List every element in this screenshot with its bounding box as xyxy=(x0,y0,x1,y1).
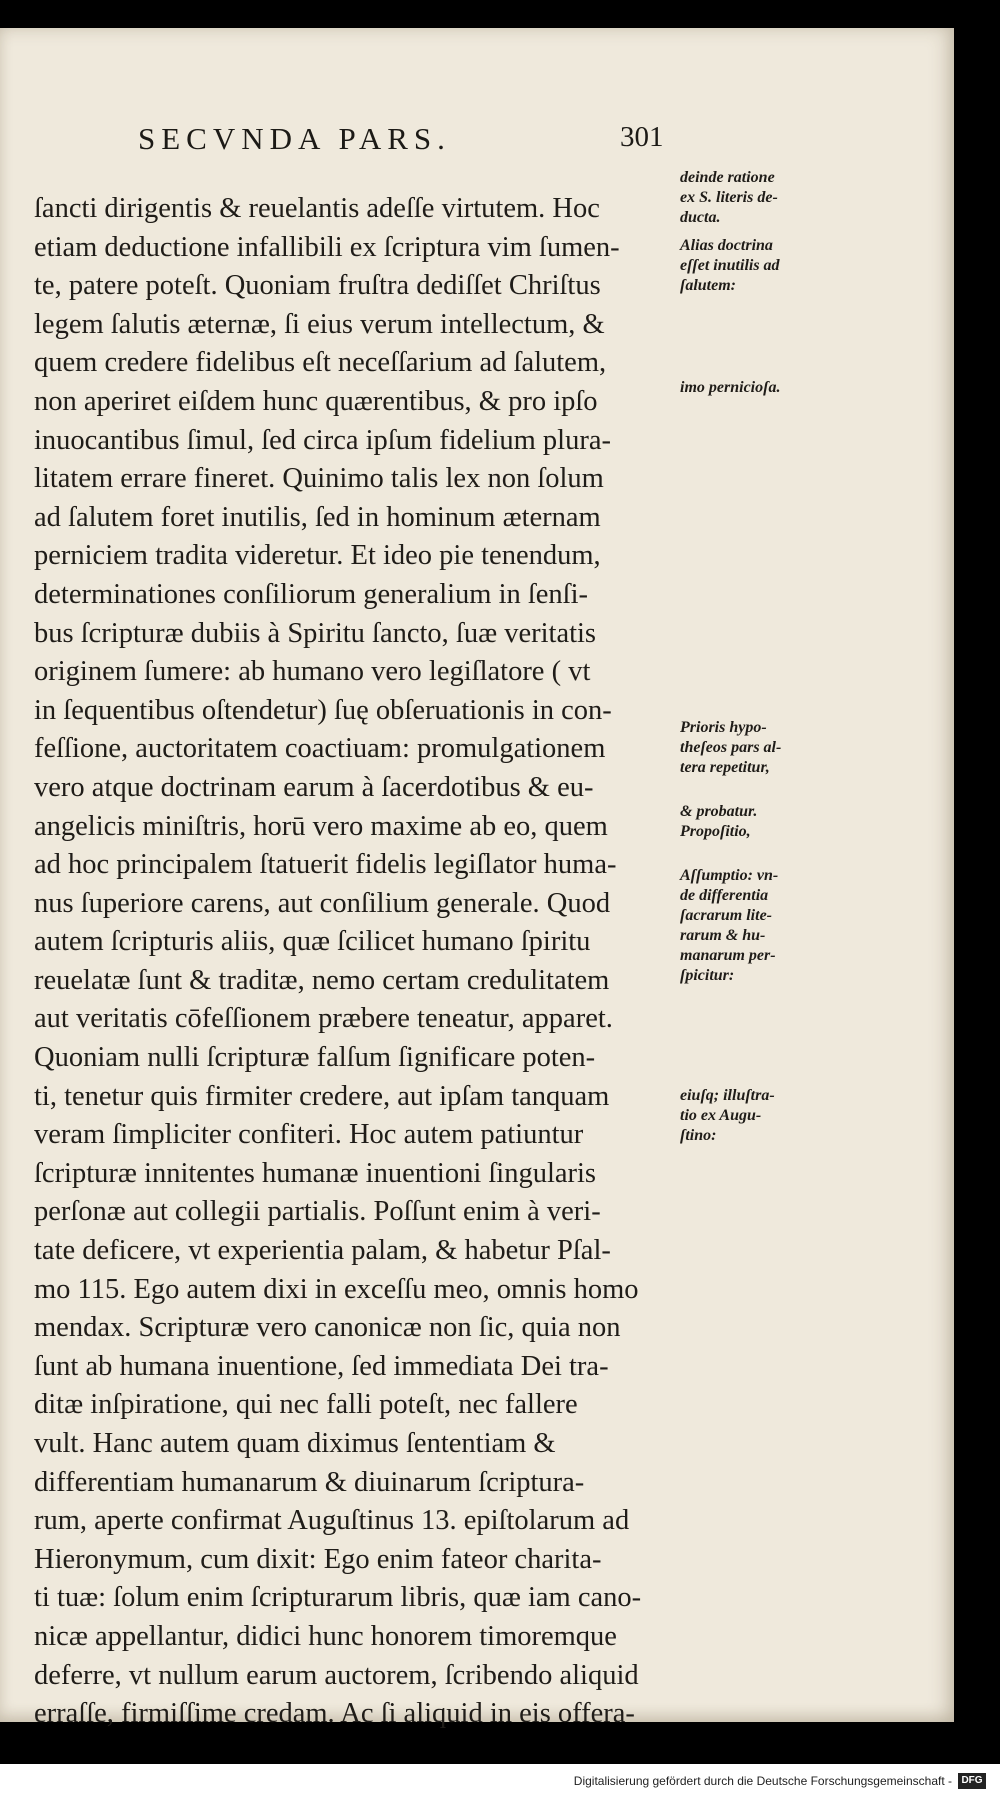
text-line: rum, aperte confirmat Auguſtinus 13. epiſtolarum ad xyxy=(34,1505,630,1537)
marginal-note-line: ſalutem: xyxy=(680,277,736,294)
marginal-note-line: ex S. literis de- xyxy=(680,189,778,206)
marginal-note-line: ſpicitur: xyxy=(680,967,735,984)
text-line: inuocantibus ſimul, ſed circa ipſum fidelium plura- xyxy=(34,424,611,456)
marginal-note-line: Alias doctrina xyxy=(680,237,773,254)
text-line: nicæ appellantur, didici hunc honorem timoremque xyxy=(34,1620,617,1652)
marginal-note-line: rarum & hu- xyxy=(680,927,766,944)
text-line: in ſequentibus oſtendetur) ſuę obſeruationis in con- xyxy=(34,694,612,726)
marginal-note xyxy=(680,866,840,986)
marginal-note-line: tera repetitur, xyxy=(680,759,770,776)
digitization-footer xyxy=(0,1764,1000,1800)
text-line: Quoniam nulli ſcripturæ falſum ſignificare poten- xyxy=(34,1042,596,1074)
text-line: angelicis miniſtris, horū vero maxime ab eo, quem xyxy=(34,810,608,842)
marginal-note xyxy=(680,236,840,296)
text-line: veram ſimpliciter confiteri. Hoc autem patiuntur xyxy=(34,1119,584,1151)
text-line: legem ſalutis æternæ, ſi eius verum intellectum, & xyxy=(34,308,605,340)
marginal-note-line: ſtino: xyxy=(680,1127,717,1144)
marginal-note-line: & probatur. xyxy=(680,803,758,820)
marginal-note xyxy=(680,168,840,228)
text-line: aut veritatis cōfeſſionem præbere teneatur, apparet. xyxy=(34,1003,613,1035)
text-line: perniciem tradita videretur. Et ideo pie tenendum, xyxy=(34,540,601,572)
marginal-note-line: Prioris hypo- xyxy=(680,719,767,736)
page-number: 301 xyxy=(620,121,664,153)
marginal-note-line: de differentia xyxy=(680,887,769,904)
running-head xyxy=(0,121,954,161)
text-line: bus ſcripturæ dubiis à Spiritu ſancto, ſuæ veritatis xyxy=(34,617,597,649)
main-text-block xyxy=(34,190,686,1734)
text-line: Hieronymum, cum dixit: Ego enim fateor charita- xyxy=(34,1543,602,1575)
marginal-note-line: imo pernicioſa. xyxy=(680,379,781,396)
text-line: ti, tenetur quis firmiter credere, aut ipſam tanquam xyxy=(34,1080,610,1112)
text-line: originem ſumere: ab humano vero legiſlatore ( vt xyxy=(34,656,591,688)
text-line: deferre, vt nullum earum auctorem, ſcribendo aliquid xyxy=(34,1659,639,1691)
text-line: ti tuæ: ſolum enim ſcripturarum libris, quæ iam cano- xyxy=(34,1582,642,1614)
text-line: vero atque doctrinam earum à ſacerdotibus & eu- xyxy=(34,771,594,803)
marginal-note-line: eiuſq; illuſtra- xyxy=(680,1087,775,1104)
running-head-title: SECVNDA PARS. xyxy=(138,121,451,156)
marginal-note-line: deinde ratione xyxy=(680,169,775,186)
text-line: ſancti dirigentis & reuelantis adeſſe virtutem. Hoc xyxy=(34,193,600,224)
marginal-note-line: Propoſitio, xyxy=(680,823,751,840)
marginal-note-line: manarum per- xyxy=(680,947,776,964)
marginal-note-line: ſacrarum lite- xyxy=(680,907,772,924)
text-line: tate deficere, vt experientia palam, & habetur Pſal- xyxy=(34,1235,611,1267)
text-line: perſonæ aut collegii partialis. Poſſunt enim à veri- xyxy=(34,1196,601,1228)
funding-credit: Digitalisierung gefördert durch die Deutsche Forschungsgemeinschaft - xyxy=(573,1774,952,1788)
text-line: ad ſalutem foret inutilis, ſed in hominum æternam xyxy=(34,501,601,533)
marginal-note-line: tio ex Augu- xyxy=(680,1107,762,1124)
text-line: non aperiret eiſdem hunc quærentibus, & pro ipſo xyxy=(34,385,598,417)
text-line: vult. Hanc autem quam diximus ſententiam & xyxy=(34,1428,556,1459)
text-line: quem credere fidelibus eſt neceſſarium ad ſalutem, xyxy=(34,347,607,379)
text-line: ſcripturæ innitentes humanæ inuentioni ſingularis xyxy=(34,1157,597,1189)
text-line: reuelatæ ſunt & traditæ, nemo certam credulitatem xyxy=(34,964,610,996)
text-line: etiam deductione infallibili ex ſcriptura vim ſumen- xyxy=(34,231,620,263)
text-line: ſunt ab humana inuentione, ſed immediata Dei tra- xyxy=(34,1350,609,1382)
text-line: ad hoc principalem ſtatuerit fidelis legiſlator huma- xyxy=(34,849,617,881)
text-line: te, patere poteſt. Quoniam fruſtra dediſſet Chriſtus xyxy=(34,270,601,302)
marginal-note-line: Aſſumptio: vn- xyxy=(680,867,779,884)
marginal-note-line: eſſet inutilis ad xyxy=(680,257,780,274)
marginal-note-line: theſeos pars al- xyxy=(680,739,782,756)
text-line: autem ſcripturis aliis, quæ ſcilicet humano ſpiritu xyxy=(34,926,591,958)
dfg-logo-icon: DFG xyxy=(958,1773,986,1789)
text-line: nus ſuperiore carens, aut conſilium generale. Quod xyxy=(34,887,611,919)
book-page xyxy=(0,28,954,1730)
text-line: erraſſe, firmiſſime credam. Ac ſi aliquid in eis offera- xyxy=(34,1698,635,1730)
text-line: differentiam humanarum & diuinarum ſcriptura- xyxy=(34,1466,585,1498)
marginal-note xyxy=(680,718,840,778)
marginal-note-line: ducta. xyxy=(680,209,721,226)
text-line: mendax. Scripturæ vero canonicæ non ſic, quia non xyxy=(34,1312,621,1344)
marginal-note xyxy=(680,378,840,398)
text-line: feſſione, auctoritatem coactiuam: promulgationem xyxy=(34,733,606,765)
marginal-note xyxy=(680,1086,840,1146)
marginal-note xyxy=(680,802,840,842)
text-line: determinationes conſiliorum generalium in ſenſi- xyxy=(34,578,589,610)
text-line: ditæ inſpiratione, qui nec falli poteſt, nec fallere xyxy=(34,1389,578,1421)
text-line: mo 115. Ego autem dixi in exceſſu meo, omnis homo xyxy=(34,1273,639,1305)
text-line: litatem errare fineret. Quinimo talis lex non ſolum xyxy=(34,463,604,495)
